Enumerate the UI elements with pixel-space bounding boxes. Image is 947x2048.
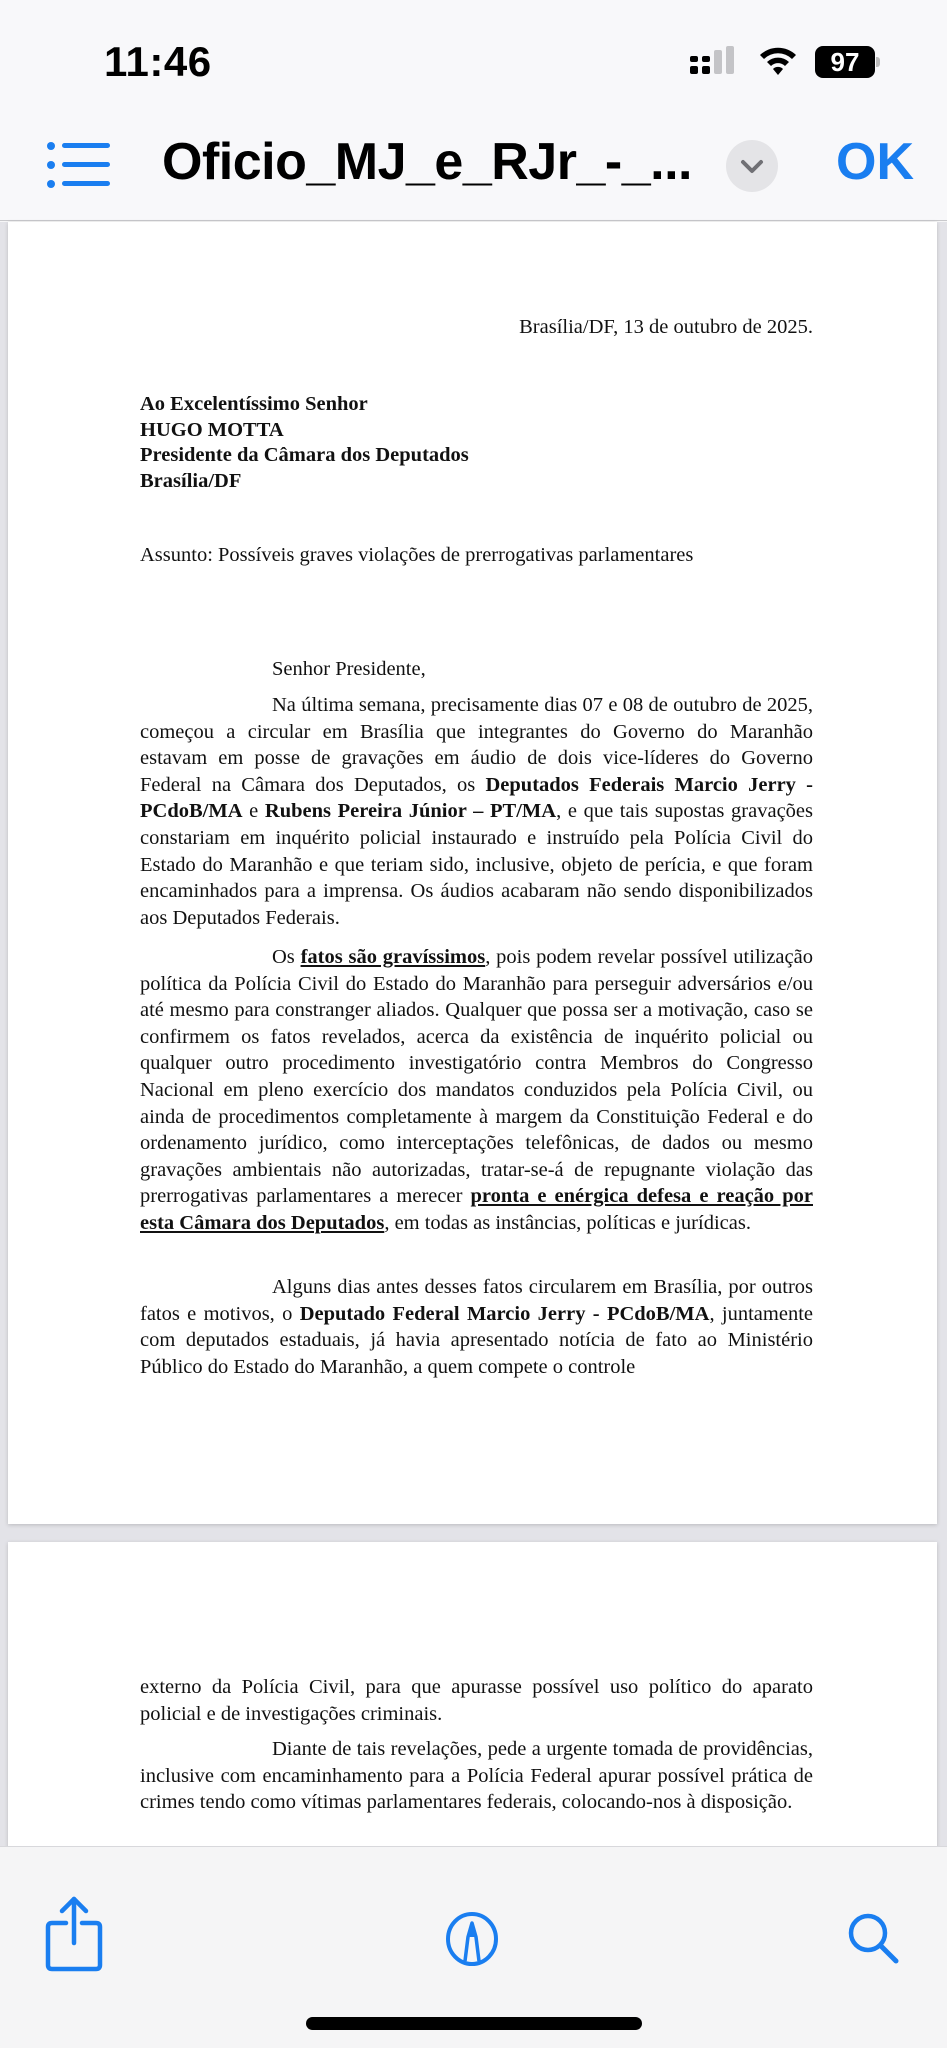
pdf-page-1	[8, 222, 937, 1524]
text-run: , pois podem revelar possível utilização política da Polícia Civil do Estado do Maranhão para perseguir adversários e/ou até mesmo para constranger aliados. Qualquer que possa ser a motivação, caso se confirmem os fatos revelados, acerca da existência de inquérito policial ou qualquer outro procedimento investigatório contra Membros do Congresso Nacional em pleno exercício dos mandatos conduzidos pela Polícia Civil, ou ainda de procedimentos completamente à margem da Constituição Federal e do ordenamento jurídico, como interceptações telefônicas, de dados ou mesmo gravações ambientais não autorizadas, tratar-se-á de repugnante violação das prerrogativas parlamentares a merecer	[140, 946, 813, 1208]
title-menu-button[interactable]	[726, 140, 778, 192]
letter-date: Brasília/DF, 13 de outubro de 2025.	[519, 316, 813, 338]
paragraph	[140, 1274, 813, 1380]
text-run: Alguns dias antes desses fatos circularem em Brasília, por outros fatos e motivos, o	[140, 1276, 813, 1325]
addressee-line: HUGO MOTTA	[140, 418, 284, 441]
battery-tip	[876, 57, 880, 67]
paragraph	[140, 944, 813, 1237]
document-title[interactable]: Oficio_MJ_e_RJr_-_...	[162, 133, 692, 191]
text-run: , em todas as instâncias, políticas e jurídicas.	[384, 1211, 751, 1234]
emphasis-text: pronta e enérgica defesa e reação por esta Câmara dos Deputados	[140, 1185, 813, 1234]
emphasis-text: fatos são gravíssimos	[300, 946, 486, 968]
share-icon[interactable]	[44, 1895, 104, 1973]
chevron-down-icon	[726, 140, 778, 192]
wifi-icon	[758, 44, 798, 76]
bottom-toolbar	[0, 1846, 947, 2048]
battery-percent: 97	[815, 46, 875, 78]
bold-text: Deputados Federais Marcio Jerry - PCdoB/MA	[140, 773, 813, 823]
addressee-line: Brasília/DF	[140, 469, 242, 492]
text-run: e	[242, 800, 265, 823]
status-bar	[0, 0, 947, 120]
markup-pen-icon[interactable]	[444, 1911, 500, 1967]
ok-button[interactable]: OK	[836, 133, 914, 191]
status-time: 11:46	[104, 38, 212, 85]
letter-salutation: Senhor Presidente,	[272, 658, 426, 680]
text-run: , juntamente com deputados estaduais, já havia apresentado notícia de fato ao Ministério Público do Estado do Maranhão, a quem compete o controle	[140, 1302, 813, 1378]
addressee-line: Ao Excelentíssimo Senhor	[140, 393, 368, 415]
paragraph: externo da Polícia Civil, para que apurasse possível uso político do aparato policial e de investigações criminais.	[140, 1676, 813, 1725]
search-icon[interactable]	[846, 1911, 902, 1967]
document-viewer[interactable]	[0, 222, 947, 1846]
text-run: Os	[272, 946, 301, 968]
cellular-signal-icon	[690, 46, 740, 78]
home-indicator[interactable]	[306, 2017, 642, 2030]
paragraph: Diante de tais revelações, pede a urgente tomada de providências, inclusive com encaminhamento para a Polícia Federal apurar possível prática de crimes tendo como vítimas parlamentares federais, colocando-nos à disposição.	[140, 1738, 813, 1814]
addressee-line: Presidente da Câmara dos Deputados	[140, 444, 469, 466]
bold-text: Rubens Pereira Júnior – PT/MA	[264, 800, 557, 823]
letter-subject: Assunto: Possíveis graves violações de prerrogativas parlamentares	[140, 544, 694, 566]
text-run: , e que tais supostas gravações constariam em inquérito policial instaurado e instruído pela Polícia Civil do Estado do Maranhão e que teriam sido, inclusive, objeto de perícia, e que foram encaminhados para a imprensa. Os áudios acabaram não sendo disponibilizados aos Deputados Federais.	[140, 800, 813, 929]
paragraph	[140, 692, 813, 931]
battery-icon	[815, 46, 881, 78]
nav-bar	[0, 120, 947, 221]
bold-text: Deputado Federal Marcio Jerry - PCdoB/MA	[299, 1302, 710, 1325]
list-icon[interactable]	[46, 140, 112, 190]
text-run: Na última semana, precisamente dias 07 e 08 de outubro de 2025, começou a circular em Brasília que integrantes do Governo do Maranhão estavam em posse de gravações em áudio de dois vice-líderes do Governo Federal na Câmara dos Deputados, os	[140, 694, 813, 796]
addressee-block	[140, 392, 469, 494]
